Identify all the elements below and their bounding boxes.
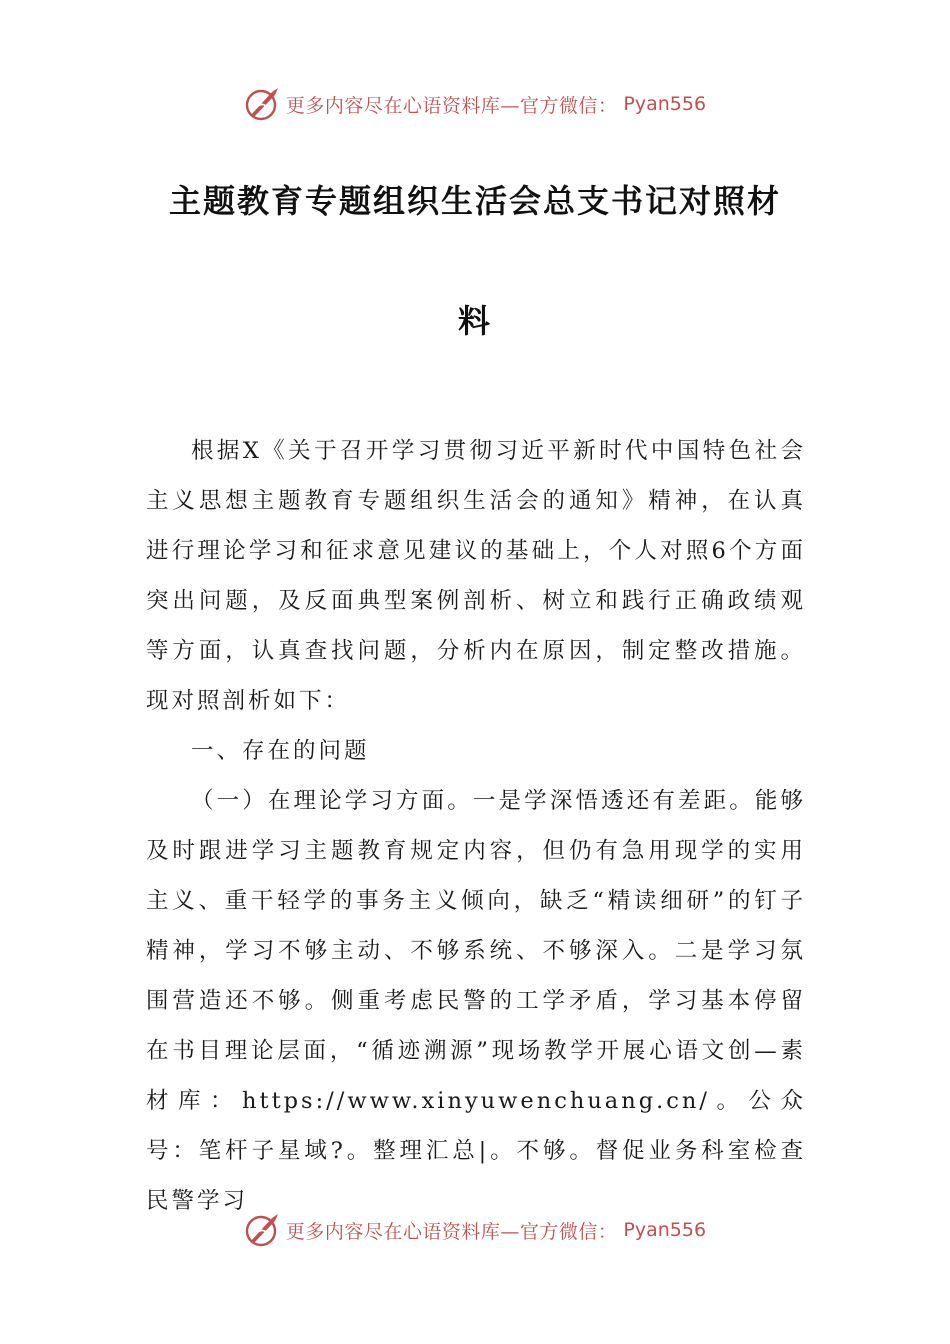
document-title-line2: 料 bbox=[457, 302, 492, 340]
intro-paragraph: 根据X《关于召开学习贯彻习近平新时代中国特色社会主义思想主题教育专题组织生活会的通知》精神，在认真进行理论学习和征求意见建议的基础上，个人对照6个方面突出问题，及反面典型案例剖析、树立和践行正确政绩观等方面，认真查找问题，分析内在原因，制定整改措施。现对照剖析如下： bbox=[146, 438, 806, 714]
theory-study-paragraph: （一）在理论学习方面。一是学深悟透还有差距。能够及时跟进学习主题教育规定内容，但仍有急用现学的实用主义、重干轻学的事务主义倾向，缺乏“精读细研”的钉子精神，学习不够主动、不够系统、不够深入。二是学习氛围营造还不够。侧重考虑民警的工学矛盾，学习基本停留在书目理论层面，“循迹溯源”现场教学开展心语文创—素材库：https://www.xinyuwenchuang.cn/。公众号：笔杆子星域?。整理汇总|。不够。督促业务科室检查民警学习 bbox=[146, 788, 806, 1214]
section-heading: 一、存在的问题 bbox=[191, 738, 370, 764]
document-title-line1: 主题教育专题组织生活会总支书记对照材 bbox=[168, 182, 781, 220]
header-watermark bbox=[0, 84, 950, 124]
watermark-text: 更多内容尽在心语资料库—官方微信： bbox=[285, 94, 618, 117]
quill-logo-icon bbox=[244, 86, 280, 122]
watermark-wechat-id: Pyan556 bbox=[623, 1219, 707, 1241]
document-body bbox=[146, 426, 806, 1226]
watermark-text: 更多内容尽在心语资料库—官方微信： bbox=[285, 1220, 618, 1243]
watermark-wechat-id: Pyan556 bbox=[623, 93, 707, 115]
footer-watermark bbox=[0, 1210, 950, 1250]
quill-logo-icon bbox=[244, 1212, 280, 1248]
